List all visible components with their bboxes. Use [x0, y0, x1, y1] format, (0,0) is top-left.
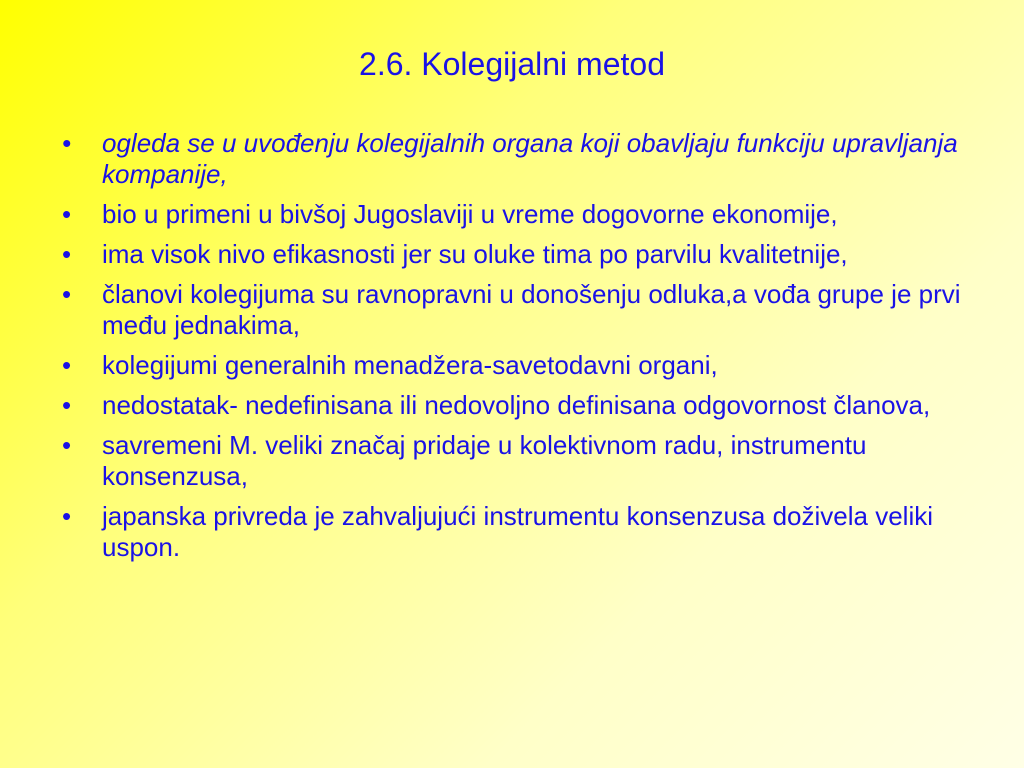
slide-title: 2.6. Kolegijalni metod [359, 46, 665, 82]
bullet-text: japanska privreda je zahvaljujući instrumentu konsenzusa doživela veliki uspon. [102, 501, 933, 562]
list-item [62, 350, 982, 381]
list-item [62, 199, 982, 230]
bullet-list [62, 128, 982, 572]
bullet-icon: • [62, 430, 72, 460]
list-item [62, 501, 982, 563]
bullet-icon: • [62, 279, 72, 309]
list-item [62, 128, 982, 190]
bullet-icon: • [62, 239, 72, 269]
bullet-text: ima visok nivo efikasnosti jer su oluke tima po parvilu kvalitetnije, [102, 239, 848, 269]
list-item [62, 239, 982, 270]
bullet-text: članovi kolegijuma su ravnopravni u donošenju odluka,a vođa grupe je prvi među jednakima, [102, 279, 961, 340]
list-item [62, 279, 982, 341]
bullet-text: savremeni M. veliki značaj pridaje u kolektivnom radu, instrumentu konsenzusa, [102, 430, 867, 491]
bullet-text: ogleda se u uvođenju kolegijalnih organa koji obavljaju funkciju upravljanja kompanije, [102, 128, 958, 189]
bullet-text: nedostatak- nedefinisana ili nedovoljno definisana odgovornost članova, [102, 390, 931, 420]
bullet-icon: • [62, 199, 72, 229]
bullet-icon: • [62, 390, 72, 420]
bullet-icon: • [62, 350, 72, 380]
bullet-text: kolegijumi generalnih menadžera-savetodavni organi, [102, 350, 718, 380]
bullet-text: bio u primeni u bivšoj Jugoslaviji u vreme dogovorne ekonomije, [102, 199, 838, 229]
list-item [62, 390, 982, 421]
bullet-icon: • [62, 501, 72, 531]
list-item [62, 430, 982, 492]
bullet-icon: • [62, 128, 72, 158]
